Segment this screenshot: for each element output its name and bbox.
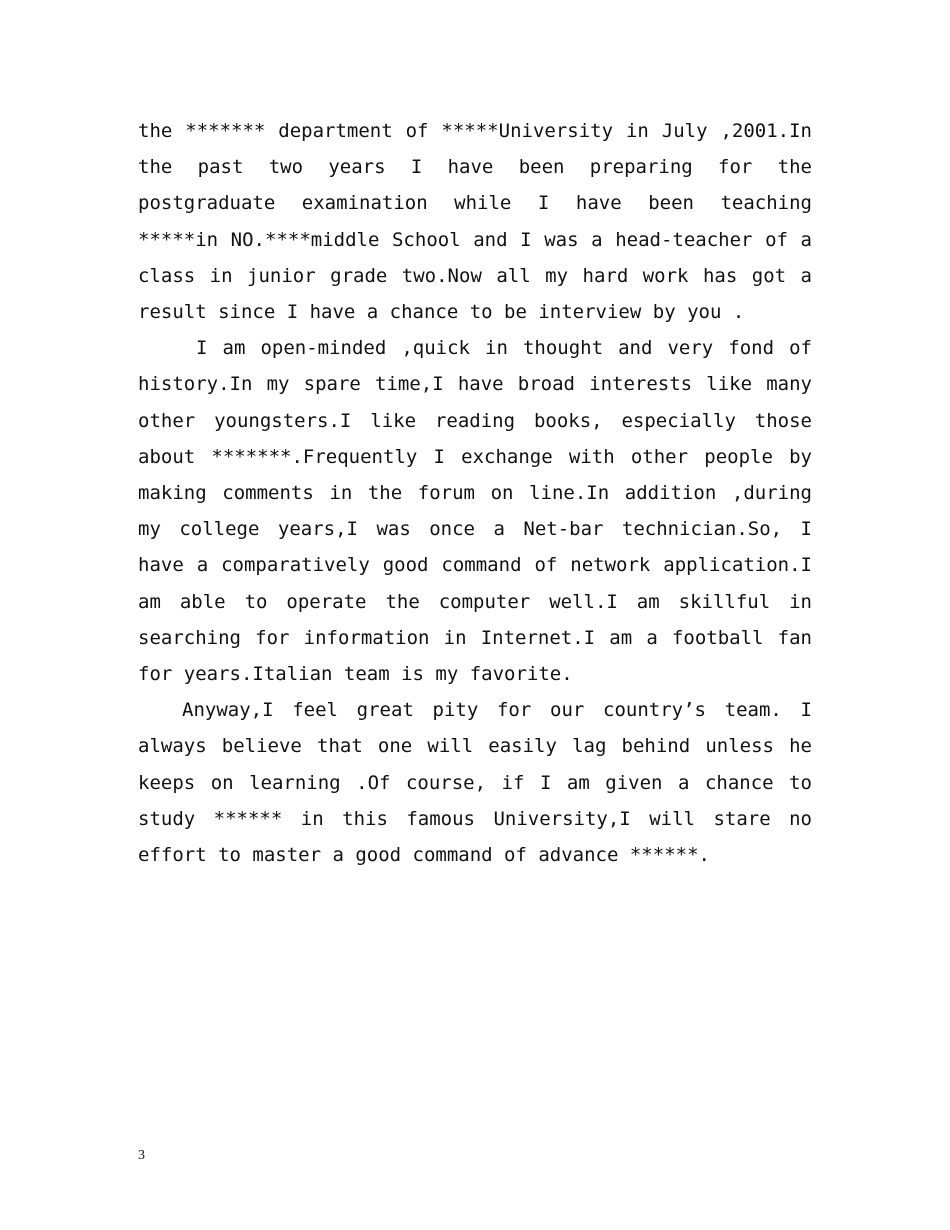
paragraph-study-goal: Anyway,I feel great pity for our country’s team. I always believe that one will easily lag behind unless he keeps on learning .Of course, if I am given a chance to study ****** in this famous University,I will stare no effort to master a good command of advance ******. [138, 699, 812, 867]
page-number: 3 [138, 1148, 145, 1163]
paragraph-personality-interests: I am open-minded ,quick in thought and very fond of history.In my spare time,I have broad interests like many other youngsters.I like reading books, especially those about *******.Frequently I exchange with other people by making comments in the forum on line.In addition ,during my college years,I was once a Net-bar technician.So, I have a comparatively good command of network application.I am able to operate the computer well.I am skillful in searching for information in Internet.I am a football fan for years.Italian team is my favorite. [138, 337, 812, 686]
body-text [138, 113, 812, 873]
paragraph-education: the ******* department of *****University in July ,2001.In the past two years I have been preparing for the postgraduate examination while I have been teaching *****in NO.****middle School and I was a head-teacher of a class in junior grade two.Now all my hard work has got a result since I have a chance to be interview by you . [138, 120, 812, 324]
